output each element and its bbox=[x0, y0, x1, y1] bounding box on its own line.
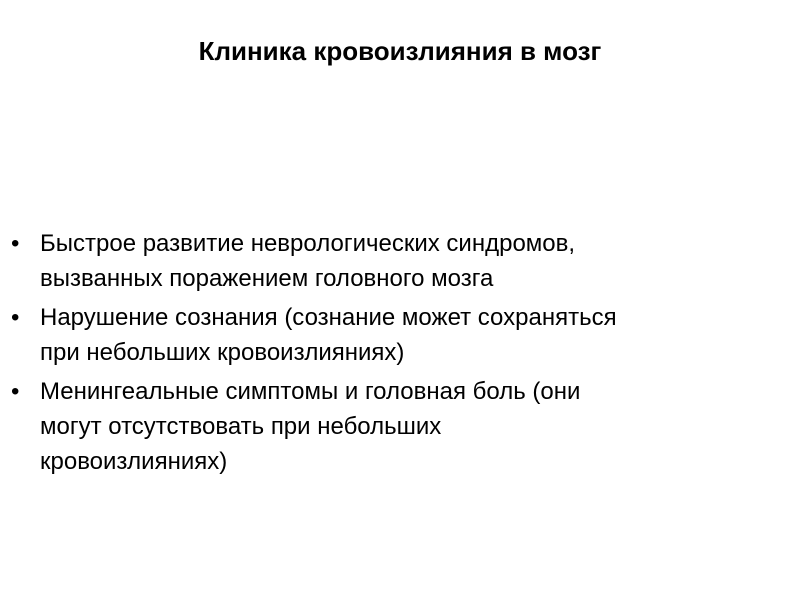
bullet-text-line: при небольших кровоизлияниях) bbox=[40, 339, 405, 366]
bullet-text-line: могут отсутствовать при небольших bbox=[40, 413, 442, 440]
bullet-text-line: Нарушение сознания (сознание может сохраняться bbox=[40, 304, 617, 331]
slide-title: Клиника кровоизлияния в мозг bbox=[198, 36, 602, 66]
bullet-text-line: кровоизлияниях) bbox=[40, 448, 228, 475]
bullet-text-line: Менингеальные симптомы и головная боль (они bbox=[40, 378, 581, 405]
bullet-text-line: Быстрое развитие неврологических синдромов, bbox=[40, 230, 576, 257]
bullet-list bbox=[0, 226, 800, 483]
bullet-item bbox=[0, 226, 800, 296]
bullet-icon: • bbox=[11, 304, 20, 331]
bullet-icon: • bbox=[11, 230, 20, 257]
bullet-text-line: вызванных поражением головного мозга bbox=[40, 265, 494, 292]
bullet-item bbox=[0, 300, 800, 370]
bullet-item bbox=[0, 374, 800, 479]
bullet-icon: • bbox=[11, 378, 20, 405]
